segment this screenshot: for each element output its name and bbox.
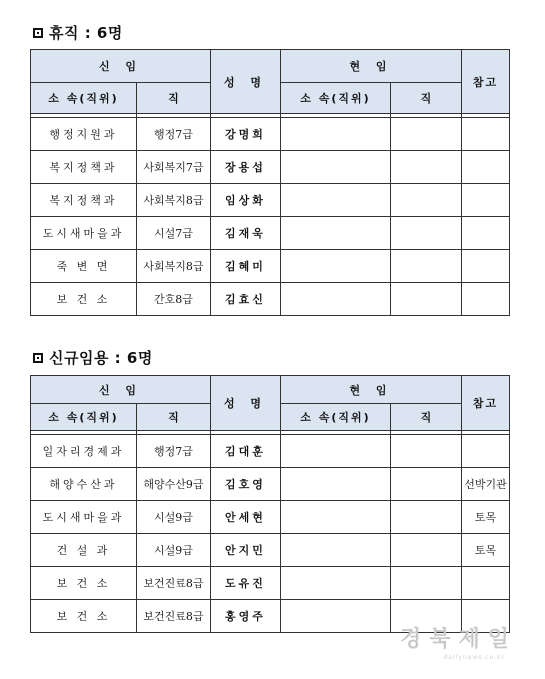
table-row <box>31 118 510 151</box>
watermark-logo: 경북제일 <box>399 626 517 652</box>
table-row <box>31 283 510 316</box>
square-bullet-icon <box>33 28 43 38</box>
cur-dept-cell <box>281 118 391 151</box>
note-cell <box>462 567 510 600</box>
dept-cell: 보 건 소 <box>31 600 137 633</box>
cur-rank-cell <box>391 118 462 151</box>
name-cell: 김호영 <box>211 468 281 501</box>
note-cell: 토목 <box>462 534 510 567</box>
cur-dept-cell <box>281 217 391 250</box>
cur-rank-cell <box>391 567 462 600</box>
rank-cell: 행정7급 <box>137 435 211 468</box>
watermark-url: dailynews.co.kr <box>443 654 505 661</box>
name-cell: 김효신 <box>211 283 281 316</box>
section-title-new-hire <box>33 347 153 368</box>
rank-cell: 사회복지8급 <box>137 184 211 217</box>
cur-dept-cell <box>281 501 391 534</box>
cur-rank-cell <box>391 435 462 468</box>
table-row <box>31 567 510 600</box>
cur-rank-cell <box>391 501 462 534</box>
rank-cell: 행정7급 <box>137 118 211 151</box>
rank-cell: 해양수산9급 <box>137 468 211 501</box>
cur-rank-cell <box>391 217 462 250</box>
rank-cell: 시설7급 <box>137 217 211 250</box>
dept-cell: 건 설 과 <box>31 534 137 567</box>
rank-cell: 시설9급 <box>137 501 211 534</box>
cur-dept-cell <box>281 600 391 633</box>
dept-cell: 보 건 소 <box>31 567 137 600</box>
table-row <box>31 250 510 283</box>
rank-cell: 사회복지8급 <box>137 250 211 283</box>
cur-rank-cell <box>391 283 462 316</box>
header-name: 성 명 <box>211 376 281 431</box>
cur-dept-cell <box>281 468 391 501</box>
table-row <box>31 534 510 567</box>
table-row <box>31 501 510 534</box>
header-cur-rank: 직 <box>391 83 462 114</box>
header-cur-dept: 소 속(직위) <box>281 83 391 114</box>
name-cell: 김재욱 <box>211 217 281 250</box>
table-row <box>31 468 510 501</box>
header-cur-rank: 직 <box>391 404 462 431</box>
header-name: 성 명 <box>211 50 281 114</box>
rank-cell: 보건진료8급 <box>137 567 211 600</box>
table-row <box>31 217 510 250</box>
header-note: 참고 <box>462 50 510 114</box>
name-cell: 안지민 <box>211 534 281 567</box>
name-cell: 임상화 <box>211 184 281 217</box>
note-cell <box>462 283 510 316</box>
note-cell <box>462 184 510 217</box>
leave-table <box>30 49 510 316</box>
table-row <box>31 151 510 184</box>
dept-cell: 일자리경제과 <box>31 435 137 468</box>
header-cur-dept: 소 속(직위) <box>281 404 391 431</box>
cur-dept-cell <box>281 567 391 600</box>
section-title-text: 휴직 : 6명 <box>49 24 123 42</box>
cur-rank-cell <box>391 250 462 283</box>
cur-dept-cell <box>281 534 391 567</box>
name-cell: 강명희 <box>211 118 281 151</box>
section-title-leave <box>33 22 123 43</box>
cur-dept-cell <box>281 435 391 468</box>
cur-rank-cell <box>391 184 462 217</box>
dept-cell: 보 건 소 <box>31 283 137 316</box>
rank-cell: 보건진료8급 <box>137 600 211 633</box>
header-new-post: 신 임 <box>31 376 211 404</box>
new-hire-table <box>30 375 510 633</box>
note-cell <box>462 118 510 151</box>
note-cell <box>462 217 510 250</box>
header-new-post: 신 임 <box>31 50 211 83</box>
cur-dept-cell <box>281 184 391 217</box>
header-note: 참고 <box>462 376 510 431</box>
cur-rank-cell <box>391 151 462 184</box>
name-cell: 도유진 <box>211 567 281 600</box>
dept-cell: 도시새마을과 <box>31 217 137 250</box>
name-cell: 홍영주 <box>211 600 281 633</box>
rank-cell: 사회복지7급 <box>137 151 211 184</box>
square-bullet-icon <box>33 353 43 363</box>
name-cell: 장용섭 <box>211 151 281 184</box>
name-cell: 김대훈 <box>211 435 281 468</box>
cur-dept-cell <box>281 250 391 283</box>
dept-cell: 복지정책과 <box>31 184 137 217</box>
cur-dept-cell <box>281 151 391 184</box>
dept-cell: 도시새마을과 <box>31 501 137 534</box>
header-current-post: 현 임 <box>281 376 462 404</box>
table-row <box>31 435 510 468</box>
rank-cell: 시설9급 <box>137 534 211 567</box>
header-current-post: 현 임 <box>281 50 462 83</box>
cur-dept-cell <box>281 283 391 316</box>
header-rank: 직 <box>137 404 211 431</box>
note-cell <box>462 151 510 184</box>
name-cell: 김혜미 <box>211 250 281 283</box>
dept-cell: 해양수산과 <box>31 468 137 501</box>
note-cell: 선박기관 <box>462 468 510 501</box>
dept-cell: 행정지원과 <box>31 118 137 151</box>
note-cell: 토목 <box>462 501 510 534</box>
cur-rank-cell <box>391 468 462 501</box>
rank-cell: 간호8급 <box>137 283 211 316</box>
name-cell: 안세현 <box>211 501 281 534</box>
header-dept: 소 속(직위) <box>31 83 137 114</box>
note-cell <box>462 250 510 283</box>
note-cell <box>462 435 510 468</box>
dept-cell: 죽 변 면 <box>31 250 137 283</box>
header-dept: 소 속(직위) <box>31 404 137 431</box>
section-title-text: 신규임용 : 6명 <box>49 349 153 367</box>
table-row <box>31 184 510 217</box>
cur-rank-cell <box>391 534 462 567</box>
dept-cell: 복지정책과 <box>31 151 137 184</box>
header-rank: 직 <box>137 83 211 114</box>
